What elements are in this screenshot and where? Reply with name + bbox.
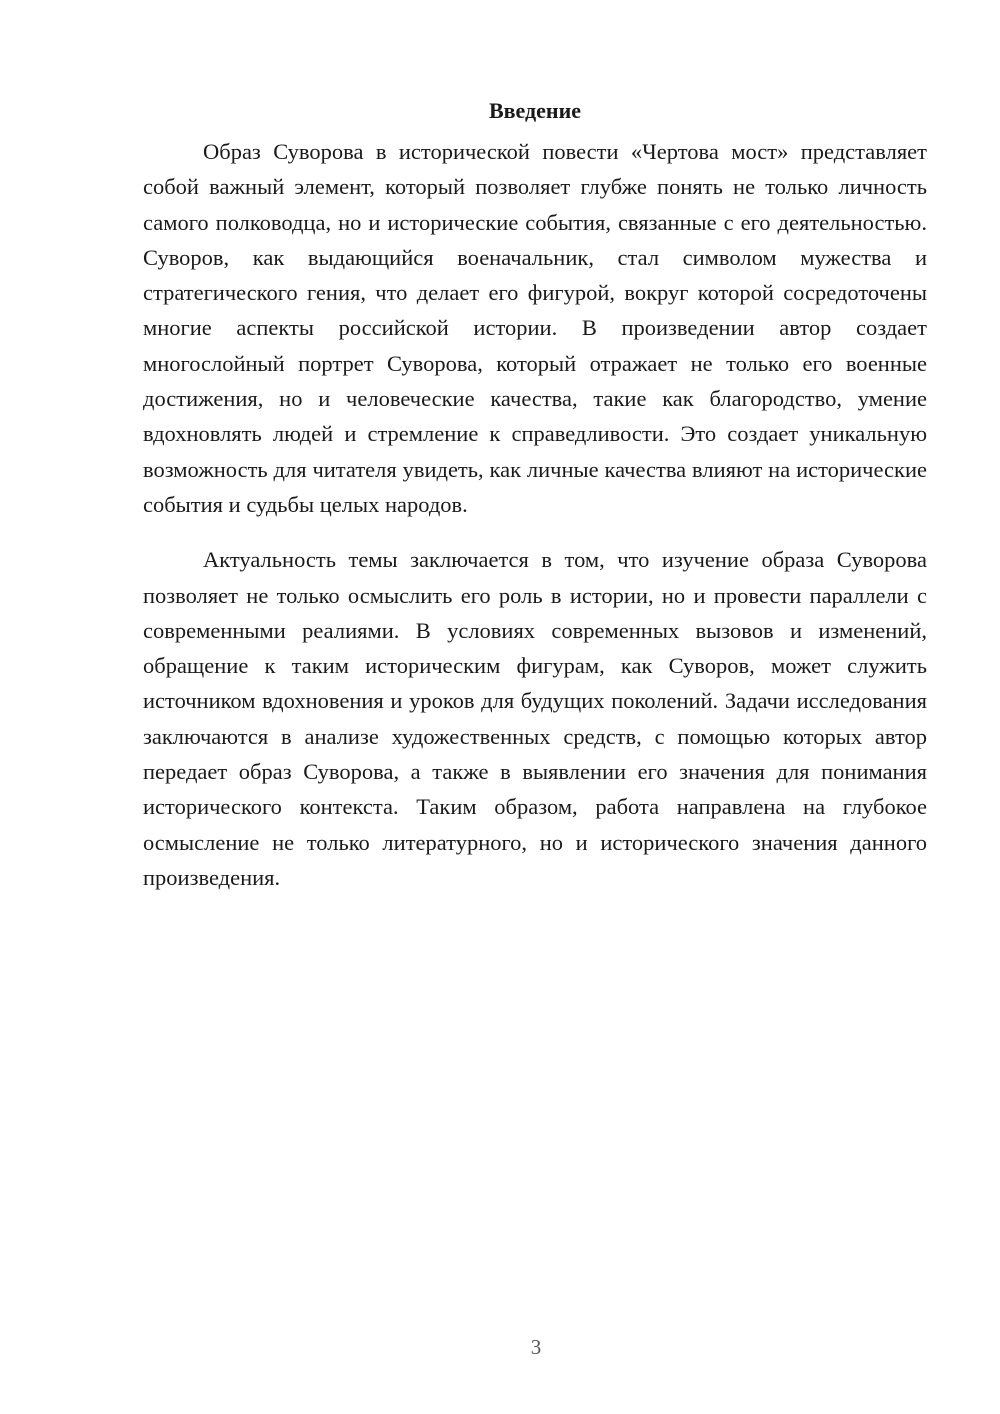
page-number: 3 <box>530 1335 542 1359</box>
paragraph-introduction: Образ Суворова в исторической повести «Чертова мост» представляет собой важный элемент, который позволяет глубже понять не только личность самого полководца, но и исторические события, связанные с его деятельностью. Суворов, как выдающийся военачальник, стал символом мужества и стратегического гения, что делает его фигурой, вокруг которой сосредоточены многие аспекты российской истории. В произведении автор создает многослойный портрет Суворова, который отражает не только его военные достижения, но и человеческие качества, такие как благородство, умение вдохновлять людей и стремление к справедливости. Это создает уникальную возможность для читателя увидеть, как личные качества влияют на исторические события и судьбы целых народов. <box>143 139 927 517</box>
paragraph-relevance: Актуальность темы заключается в том, что изучение образа Суворова позволяет не только осмыслить его роль в истории, но и провести параллели с современными реалиями. В условиях современных вызовов и изменений, обращение к таким историческим фигурам, как Суворов, может служить источником вдохновения и уроков для будущих поколений. Задачи исследования заключаются в анализе художественных средств, с помощью которых автор передает образ Суворова, а также в выявлении его значения для понимания исторического контекста. Таким образом, работа направлена на глубокое осмысление не только литературного, но и исторического значения данного произведения. <box>143 547 927 890</box>
page-body <box>143 96 927 895</box>
page-heading: Введение <box>488 98 582 123</box>
